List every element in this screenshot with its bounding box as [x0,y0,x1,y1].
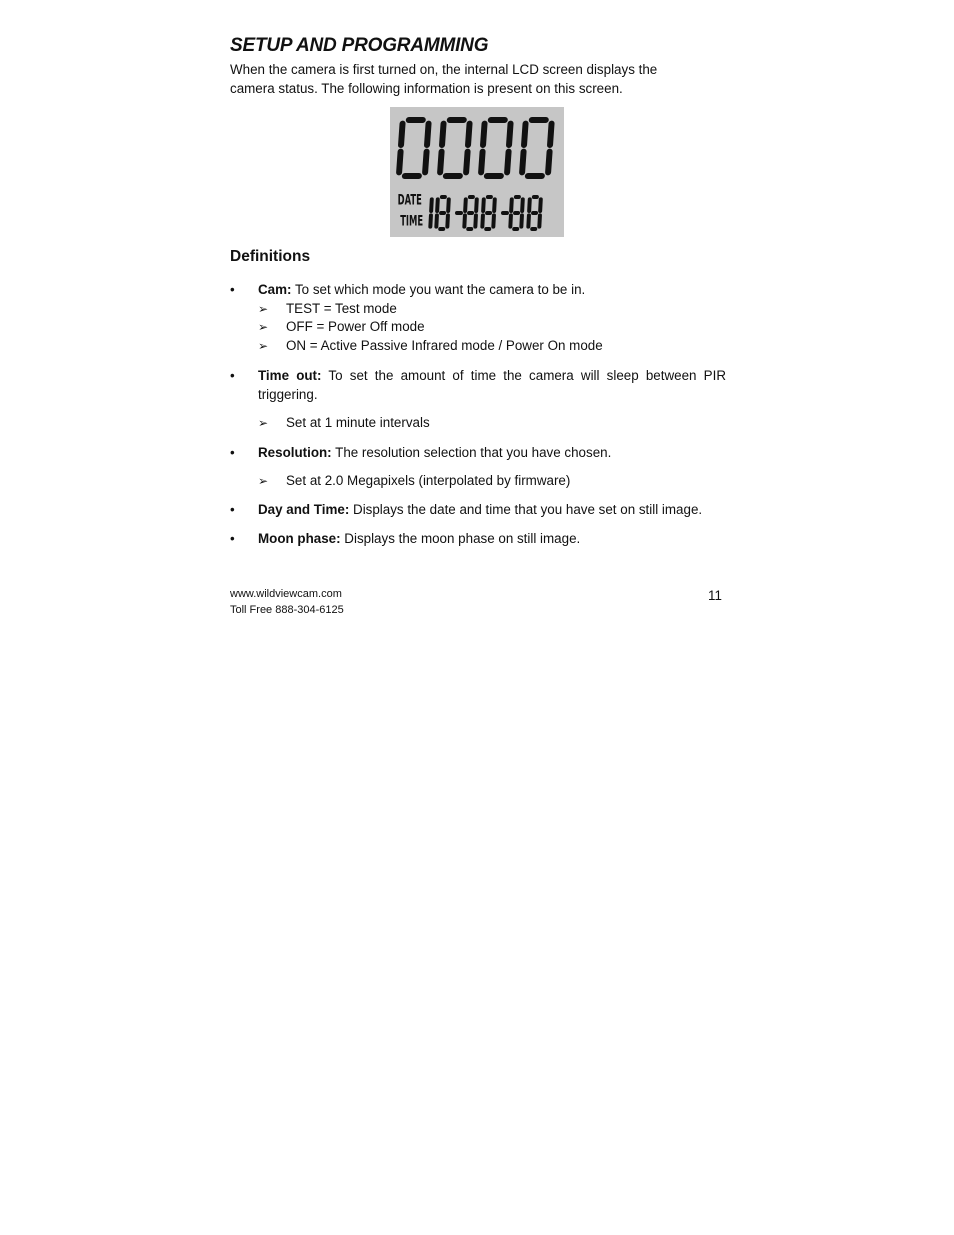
lcd-segment-e [478,149,486,176]
lcd-segment-c [463,149,471,176]
lcd-bottom-digit [434,195,451,231]
lcd-segment-b [429,197,434,213]
arrow-icon: ➢ [258,302,269,316]
sub-item [258,413,430,433]
lcd-segment-g [485,211,492,215]
lcd-dash [455,211,463,215]
lcd-segment-c [422,149,430,176]
intro-paragraph: When the camera is first turned on, the internal LCD screen displays the camera status. The following information is present on this screen. [230,62,658,96]
lcd-segment-e [508,213,513,228]
footer-contact [230,587,344,618]
bullet-icon: • [230,368,235,383]
lcd-segment-d [530,227,537,231]
definition-text [258,366,726,404]
lcd-segment-b [547,121,555,148]
definition-term: Resolution: [258,445,332,460]
sub-item [258,336,603,356]
lcd-segment-f [435,197,440,213]
arrow-icon: ➢ [258,474,269,488]
bullet-icon: • [230,282,235,297]
sub-item [258,299,397,319]
lcd-segment-g [439,211,446,215]
lcd-segment-d [443,173,463,179]
lcd-segment-f [439,121,447,148]
lcd-segment-a [486,195,493,199]
lcd-segment-a [468,195,475,199]
lcd-segment-f [463,197,468,213]
lcd-segment-e [526,213,531,228]
lcd-segment-a [440,195,447,199]
lcd-segment-f [480,121,488,148]
definition-term: Day and Time: [258,502,350,517]
lcd-display [390,107,564,237]
lcd-segment-d [438,227,445,231]
lcd-screen-illustration [390,107,564,237]
arrow-icon: ➢ [258,320,269,334]
definition-desc: To set which mode you want the camera to be in. [291,282,586,297]
lcd-segment-a [529,117,549,123]
lcd-bottom-digit [508,195,525,231]
definitions-heading: Definitions [230,248,311,265]
lcd-segment-e [437,149,445,176]
lcd-segment-c [428,213,433,228]
definition-term: Cam: [258,282,292,297]
lcd-segment-f [481,197,486,213]
definition-text [258,500,726,519]
lcd-segment-f [398,121,406,148]
definition-desc: Displays the moon phase on still image. [340,531,581,546]
sub-item [258,471,570,491]
sub-item-text: OFF = Power Off mode [286,319,425,334]
lcd-segment-e [519,149,527,176]
lcd-time-label: TIME [400,212,424,230]
lcd-segment-d [525,173,545,179]
lcd-segment-a [488,117,508,123]
definition-text [258,529,726,548]
lcd-segment-f [509,197,514,213]
lcd-segment-g [513,211,520,215]
lcd-dash [501,211,509,215]
lcd-segment-a [406,117,426,123]
lcd-segment-b [446,197,451,213]
sub-item-text: Set at 1 minute intervals [286,415,430,430]
definition-desc: The resolution selection that you have chosen. [331,445,612,460]
lcd-top-digit [519,117,555,179]
lcd-segment-c [537,213,542,228]
lcd-segment-b [538,197,543,213]
definition-desc: To set the amount of time the camera will sleep between PIR triggering. [258,368,726,402]
lcd-date-label: DATE [397,191,422,209]
lcd-bottom-digit [462,195,479,231]
lcd-segment-c [473,213,478,228]
lcd-segment-b [506,121,514,148]
sub-item-text: Set at 2.0 Megapixels (interpolated by firmware) [286,473,571,488]
lcd-segment-a [532,195,539,199]
lcd-segment-d [484,227,491,231]
lcd-segment-a [447,117,467,123]
arrow-icon: ➢ [258,339,269,353]
page-number: 11 [708,588,722,603]
lcd-segment-b [474,197,479,213]
lcd-segment-e [434,213,439,228]
lcd-segment-f [521,121,529,148]
lcd-segment-b [492,197,497,213]
lcd-segment-g [467,211,474,215]
lcd-bottom-digit [480,195,497,231]
lcd-segment-g [531,211,538,215]
lcd-bottom-digit [428,197,434,228]
arrow-icon: ➢ [258,416,269,430]
lcd-segment-c [504,149,512,176]
lcd-segment-e [396,149,404,176]
sub-item [258,317,425,337]
lcd-bottom-digit [526,195,543,231]
lcd-segment-c [445,213,450,228]
lcd-segment-a [514,195,521,199]
lcd-segment-f [527,197,532,213]
lcd-segment-b [424,121,432,148]
page-title: SETUP AND PROGRAMMING [230,35,489,56]
bullet-icon: • [230,445,235,460]
lcd-segment-c [491,213,496,228]
lcd-top-digit [437,117,473,179]
footer-website[interactable]: www.wildviewcam.com [230,588,342,600]
lcd-segment-e [462,213,467,228]
definition-desc: Displays the date and time that you have set on still image. [349,502,703,517]
lcd-segment-e [480,213,485,228]
lcd-segment-d [512,227,519,231]
lcd-segment-c [545,149,553,176]
definition-text [258,443,726,462]
lcd-segment-b [465,121,473,148]
lcd-top-digit [396,117,432,179]
lcd-segment-d [484,173,504,179]
sub-item-text: ON = Active Passive Infrared mode / Power On mode [286,338,603,353]
lcd-segment-b [520,197,525,213]
lcd-segment-d [466,227,473,231]
bullet-icon: • [230,502,235,517]
definition-term: Moon phase: [258,531,341,546]
lcd-top-digit [478,117,514,179]
bullet-icon: • [230,531,235,546]
sub-item-text: TEST = Test mode [286,301,397,316]
lcd-segment-d [402,173,422,179]
definition-term: Time out: [258,368,322,383]
definition-text [258,280,726,299]
lcd-segment-c [519,213,524,228]
footer-phone: Toll Free 888-304-6125 [230,603,344,616]
